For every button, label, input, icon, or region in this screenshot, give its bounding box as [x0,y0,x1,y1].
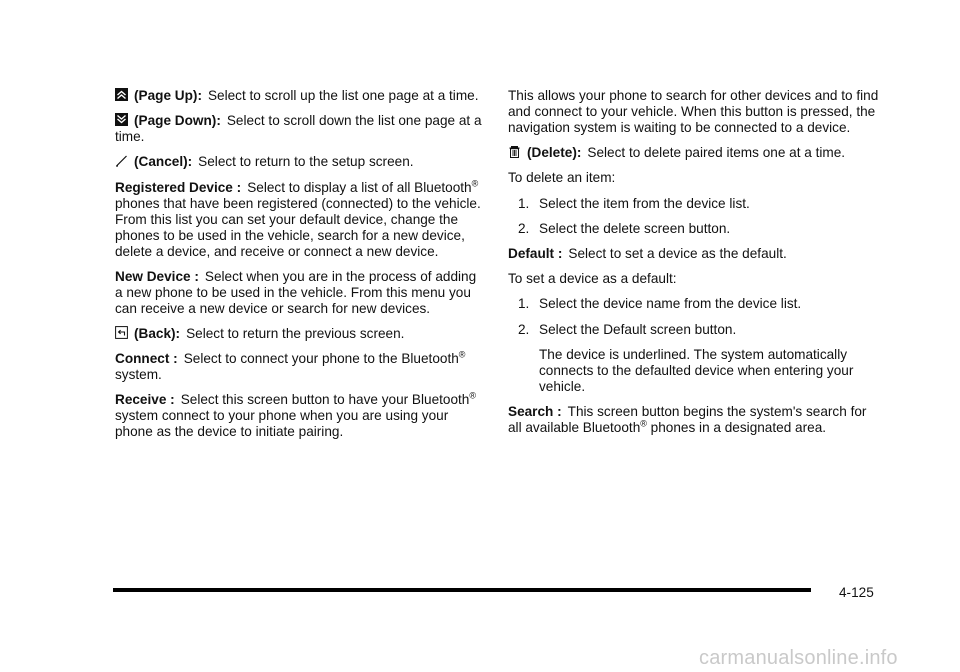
registered-device-term: Registered Device : [115,179,242,195]
default-step [508,296,880,312]
page-down-description: Select to scroll down the list one page at a time. [115,113,482,145]
watermark: carmanualsonline.info [699,647,898,669]
receive-text-a: Select this screen button to have your Bluetooth [180,392,470,408]
delete-description: Select to delete paired items one at a time. [587,145,846,161]
search-intro: This allows your phone to search for other devices and to find and connect to your vehicle. When this button is pressed, the navigation system is waiting to be connected to a device. [508,88,879,135]
back-icon [115,326,128,339]
page-up-description: Select to scroll up the list one page at a time. [207,88,479,103]
search-entry [508,404,880,436]
back-term: (Back): [134,325,181,341]
new-device-entry [115,269,487,317]
back-entry [115,326,487,342]
search-term: Search : [508,403,562,419]
left-column [115,88,487,450]
back-description: Select to return the previous screen. [186,325,405,341]
step-text: Select the item from the device list. [539,195,750,211]
default-description: Select to set a device as the default. [568,245,787,261]
cancel-entry [115,154,487,170]
page-up-entry [115,88,487,104]
footer-rule [113,588,811,592]
registered-trademark: ® [471,178,479,189]
page-down-entry [115,113,487,145]
new-device-description: Select when you are in the process of adding a new phone to be used in the vehicle. From this menu you can receive a new device or search for new devices. [115,268,477,316]
connect-entry [115,351,487,383]
default-intro: To set a device as a default: [508,271,677,287]
search-text-b: phones in a designated area. [646,419,827,435]
receive-term: Receive : [115,392,175,408]
connect-term: Connect : [115,351,178,367]
step-number: 1. [518,296,530,312]
delete-icon [508,145,521,158]
page-number: 4-125 [839,585,874,600]
cancel-term: (Cancel): [134,154,193,170]
registered-device-entry [115,180,487,260]
page-down-term: (Page Down): [134,113,221,129]
step-text: Select the Default screen button. [539,321,737,337]
delete-term: (Delete): [527,145,582,161]
step-number: 2. [518,220,530,236]
default-step [508,322,880,338]
receive-entry [115,392,487,440]
cancel-description: Select to return to the setup screen. [198,154,414,170]
registered-trademark: ® [458,349,466,360]
delete-step [508,196,880,212]
step-text: Select the device name from the device list. [539,296,802,312]
step-text: Select the delete screen button. [539,220,731,236]
default-entry [508,246,880,262]
page-up-term: (Page Up): [134,88,202,103]
cancel-icon [115,154,128,167]
registered-trademark: ® [469,390,477,401]
right-column [508,88,880,445]
registered-device-text-b: phones that have been registered (connected) to the vehicle. From this list you can set your default device, change the phones to be used in the vehicle, search for a new device, delete a device, and receive or connect a new device. [115,195,481,259]
registered-device-text-a: Select to display a list of all Bluetooth [247,179,472,195]
search-text-a: This screen button begins the system's search for all available Bluetooth [508,403,867,435]
registered-trademark: ® [640,418,647,429]
connect-text-b: system. [115,367,162,383]
default-note: The device is underlined. The system automatically connects to the defaulted device when entering your vehicle. [539,346,854,394]
step-number: 1. [518,195,530,211]
page-down-icon [115,113,128,126]
page-up-icon [115,88,128,101]
connect-text-a: Select to connect your phone to the Bluetooth [183,351,459,367]
delete-step [508,221,880,237]
step-number: 2. [518,321,530,337]
default-term: Default : [508,245,563,261]
delete-intro: To delete an item: [508,170,616,186]
delete-entry [508,145,880,161]
new-device-term: New Device : [115,268,199,284]
receive-text-b: system connect to your phone when you are using your phone as the device to initiate pairing. [115,408,449,440]
